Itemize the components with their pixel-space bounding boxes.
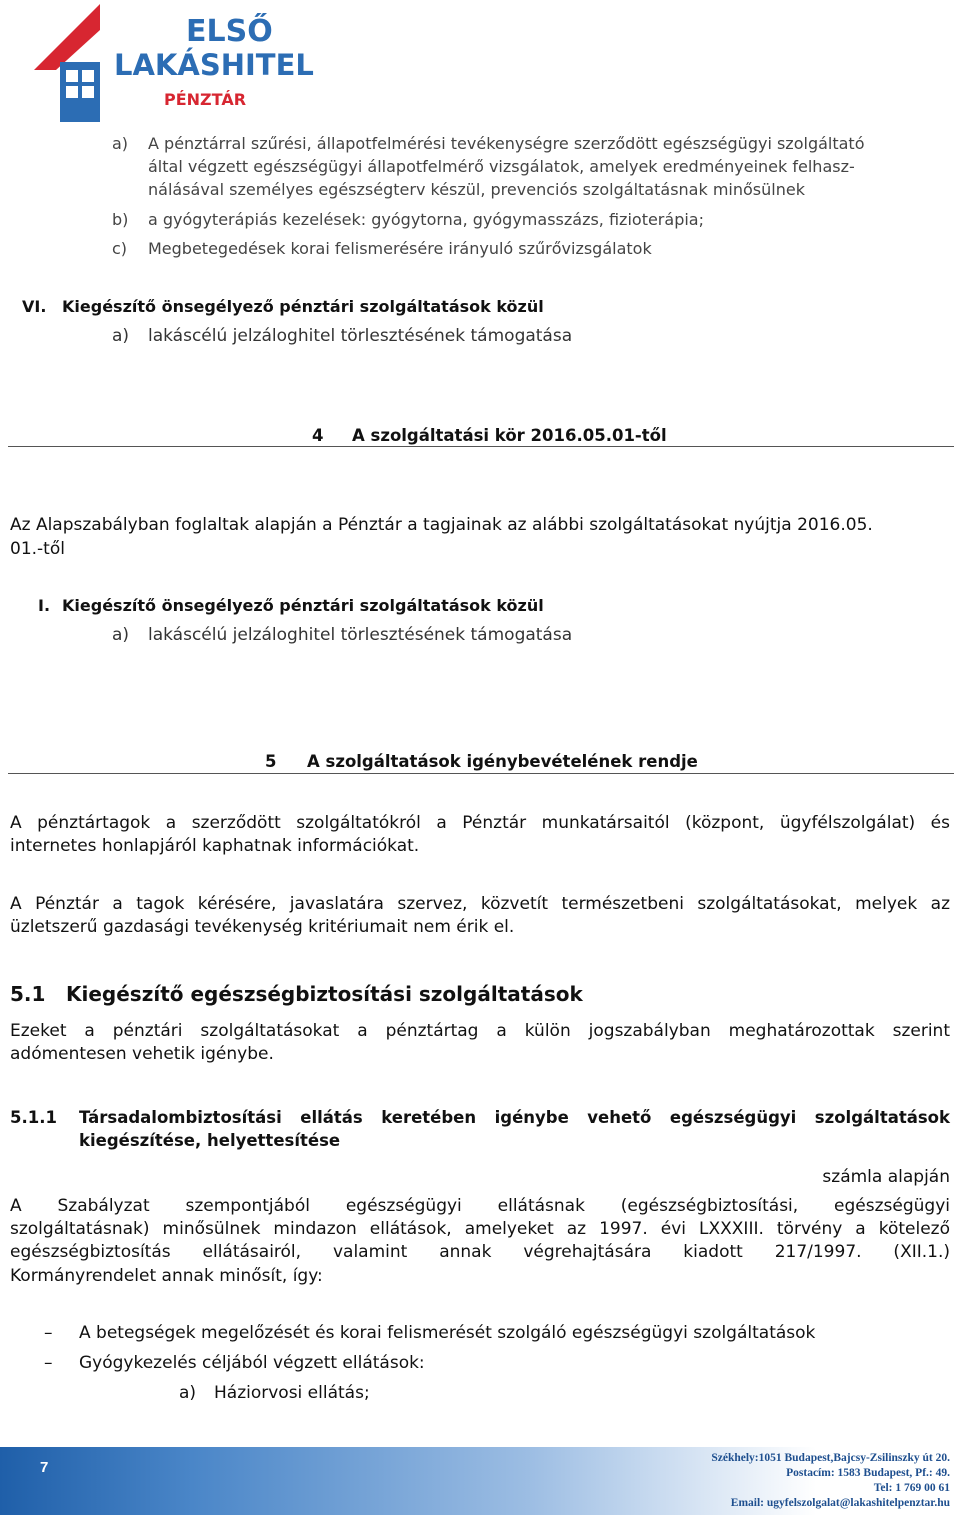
list-marker-b: b) bbox=[112, 210, 129, 229]
section-5-1-1-title-line-2: kiegészítése, helyettesítése bbox=[79, 1131, 341, 1150]
footer-address-line-2: Postacím: 1583 Budapest, Pf.: 49. bbox=[786, 1467, 950, 1479]
section-i-a-text: lakáscélú jelzáloghitel törlesztésének támogatása bbox=[148, 625, 573, 645]
section-5-1-p-line-2: adómentesen vehetik igénybe. bbox=[10, 1044, 274, 1064]
section-5-1-1-right-note: számla alapján bbox=[822, 1167, 950, 1187]
chapter-5-p1-line-1: A pénztártagok a szerződött szolgáltatókról a Pénztár munkatársaitól (központ, ügyfélszolgálat) és bbox=[10, 813, 950, 833]
chapter-4-title: A szolgáltatási kör 2016.05.01-től bbox=[352, 426, 667, 445]
sub-item-a-text: Háziorvosi ellátás; bbox=[214, 1383, 370, 1403]
page-number: 7 bbox=[40, 1459, 49, 1476]
chapter-4-intro-line-1: Az Alapszabályban foglaltak alapján a Pénztár a tagjainak az alábbi szolgáltatásokat nyújtja 2016.05. bbox=[10, 515, 873, 535]
list-marker-a: a) bbox=[112, 134, 129, 153]
section-vi-a-marker: a) bbox=[112, 326, 130, 346]
footer-phone: Tel: 1 769 00 61 bbox=[873, 1482, 950, 1494]
section-5-1-title: Kiegészítő egészségbiztosítási szolgáltatások bbox=[66, 982, 583, 1006]
chapter-5-p2-line-1: A Pénztár a tagok kérésére, javaslatára szervez, közvetít természetbeni szolgáltatásokat, melyek az bbox=[10, 894, 950, 914]
section-vi-a-text: lakáscélú jelzáloghitel törlesztésének támogatása bbox=[148, 326, 573, 346]
chapter-5-rule bbox=[8, 773, 954, 774]
list-marker-c: c) bbox=[112, 239, 128, 258]
list-item-a-line-3: nálásával személyes egészségterv készül, prevenciós szolgáltatásnak minősülnek bbox=[148, 180, 805, 199]
section-5-1-p-line-1: Ezeket a pénztári szolgáltatásokat a pénztártag a külön jogszabályban meghatározottak szerint bbox=[10, 1021, 950, 1041]
section-vi-title: Kiegészítő önsegélyező pénztári szolgáltatások közül bbox=[62, 297, 544, 316]
section-5-1-1-title-line-1: Társadalombiztosítási ellátás keretében igénybe vehető egészségügyi szolgáltatások bbox=[79, 1108, 950, 1127]
footer-address bbox=[711, 1451, 950, 1511]
section-5-1-1-p-line-2: szolgáltatásnak) minősülnek mindazon ellátások, amelyeket az 1997. évi LXXXIII. törvény a kötelező bbox=[10, 1219, 950, 1239]
list-item-c: Megbetegedések korai felismerésére irányuló szűrővizsgálatok bbox=[148, 239, 652, 258]
sub-item-a-marker: a) bbox=[179, 1383, 197, 1403]
section-5-1-1-number: 5.1.1 bbox=[10, 1108, 57, 1127]
dash-item-1: A betegségek megelőzését és korai felismerését szolgáló egészségügyi szolgáltatások bbox=[79, 1323, 816, 1343]
footer-email: Email: ugyfelszolgalat@lakashitelpenztar.hu bbox=[730, 1497, 950, 1509]
section-5-1-1-p-line-4: Kormányrendelet annak minősít, így: bbox=[10, 1266, 323, 1286]
chapter-5-title: A szolgáltatások igénybevételének rendje bbox=[307, 752, 698, 771]
section-i-title: Kiegészítő önsegélyező pénztári szolgáltatások közül bbox=[62, 596, 544, 615]
logo-line-2: LAKÁSHITEL bbox=[114, 48, 314, 82]
dash-marker-2: – bbox=[44, 1353, 53, 1373]
section-vi-number: VI. bbox=[22, 297, 47, 316]
section-5-1-number: 5.1 bbox=[10, 982, 46, 1006]
house-icon bbox=[26, 4, 126, 122]
logo-line-3: PÉNZTÁR bbox=[164, 90, 247, 109]
list-item-a-line-2: által végzett egészségügyi állapotfelmérő vizsgálatok, amelyek eredményeinek felhasz- bbox=[148, 157, 855, 176]
section-5-1-1-p-line-3: egészségbiztosítás ellátásairól, valamint annak végrehajtására kiadott 217/1997. (XII.1.) bbox=[10, 1242, 950, 1262]
list-item-b: a gyógyterápiás kezelések: gyógytorna, gyógymasszázs, fizioterápia; bbox=[148, 210, 704, 229]
list-item-a-line-1: A pénztárral szűrési, állapotfelmérési tevékenységre szerződött egészségügyi szolgáltató bbox=[148, 134, 865, 153]
chapter-5-p1-line-2: internetes honlapjáról kaphatnak információkat. bbox=[10, 836, 420, 856]
dash-item-2: Gyógykezelés céljából végzett ellátások: bbox=[79, 1353, 425, 1373]
page-footer bbox=[0, 1447, 960, 1515]
section-5-1-1-p-line-1: A Szabályzat szempontjából egészségügyi ellátásnak (egészségbiztosítási, egészségügyi bbox=[10, 1196, 950, 1216]
company-logo bbox=[26, 4, 316, 122]
section-i-a-marker: a) bbox=[112, 625, 130, 645]
chapter-5-p2-line-2: üzletszerű gazdasági tevékenység kritériumait nem érik el. bbox=[10, 917, 515, 937]
logo-line-1: ELSŐ bbox=[186, 14, 273, 49]
chapter-4-number: 4 bbox=[312, 426, 324, 445]
chapter-4-rule bbox=[8, 446, 954, 447]
chapter-5-number: 5 bbox=[265, 752, 277, 771]
dash-marker-1: – bbox=[44, 1323, 53, 1343]
section-i-number: I. bbox=[38, 596, 51, 615]
footer-address-line-1: Székhely:1051 Budapest,Bajcsy-Zsilinszky út 20. bbox=[711, 1452, 950, 1464]
chapter-4-intro-line-2: 01.-től bbox=[10, 539, 65, 559]
